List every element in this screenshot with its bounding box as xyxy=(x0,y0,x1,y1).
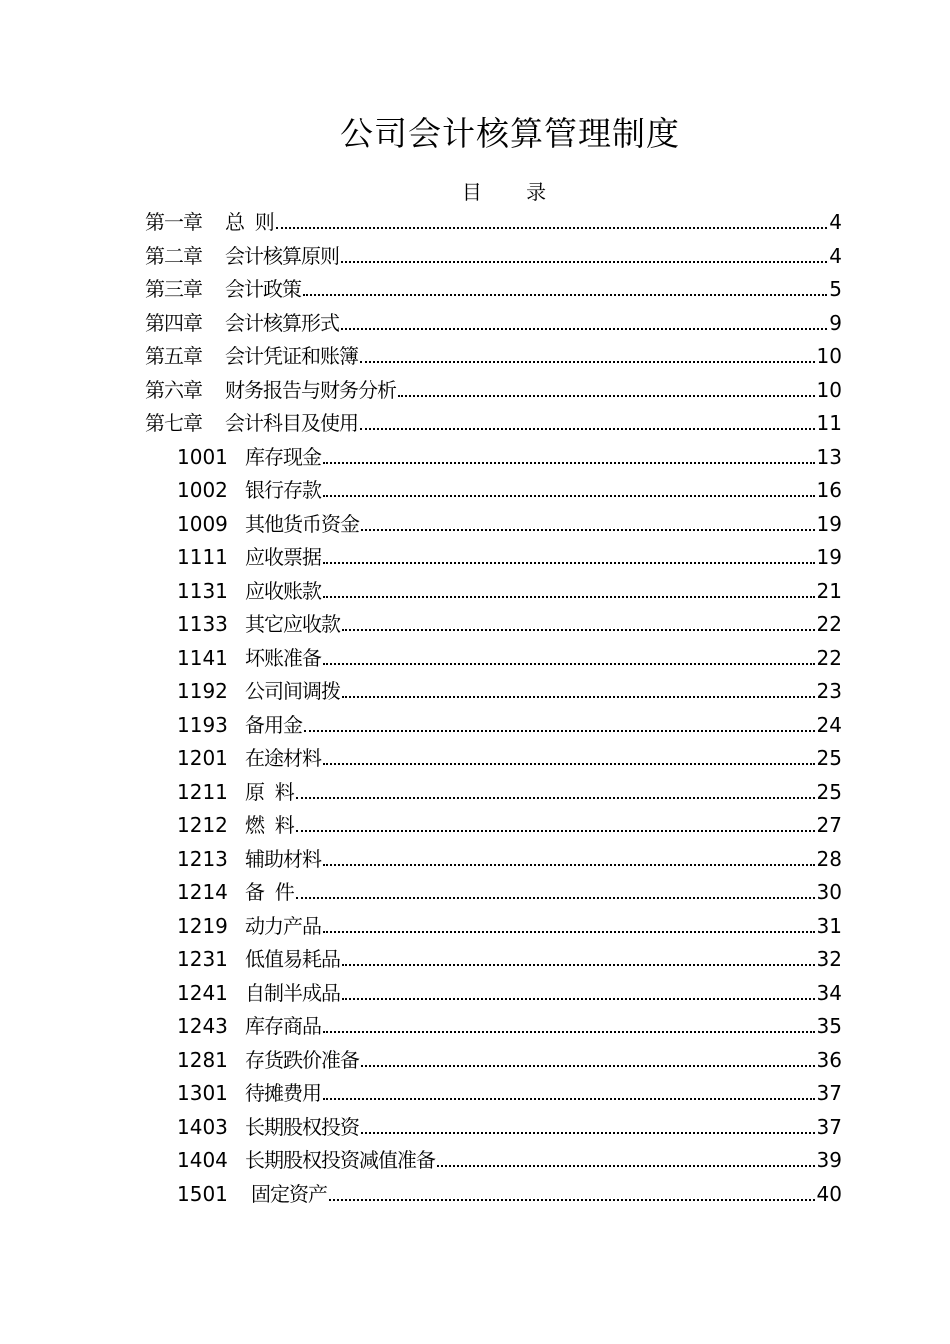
account-code: 1281 xyxy=(177,1047,228,1072)
toc-entry-account-1501[interactable] xyxy=(177,1174,842,1206)
dot-leader xyxy=(360,428,815,430)
dot-leader xyxy=(296,797,815,799)
account-name: 库存商品 xyxy=(245,1014,321,1038)
account-code: 1141 xyxy=(177,645,228,670)
page-number: 5 xyxy=(829,277,842,301)
chapter-title: 会计科目及使用 xyxy=(225,411,358,435)
account-name: 低值易耗品 xyxy=(245,947,340,971)
toc-entry-account-1192[interactable] xyxy=(177,671,842,703)
page-number: 23 xyxy=(816,679,842,703)
dot-leader xyxy=(323,562,815,564)
toc-entry-account-1141[interactable] xyxy=(177,638,842,670)
account-name: 长期股权投资 xyxy=(245,1114,359,1139)
account-code: 1231 xyxy=(177,947,228,971)
dot-leader xyxy=(361,1065,815,1067)
page-number: 32 xyxy=(816,947,842,971)
dot-leader xyxy=(341,261,827,263)
dot-leader xyxy=(342,998,815,1000)
toc-entry-account-1241[interactable] xyxy=(177,973,842,1005)
dot-leader xyxy=(323,495,815,497)
account-name: 银行存款 xyxy=(245,478,321,502)
toc-entry-account-1009[interactable] xyxy=(177,504,842,536)
page-number: 19 xyxy=(816,511,842,536)
dot-leader xyxy=(296,897,815,899)
account-code: 1403 xyxy=(177,1114,228,1139)
dot-leader xyxy=(342,696,815,698)
chapter-title: 总 则 xyxy=(225,210,274,234)
dot-leader xyxy=(342,964,815,966)
chapter-title: 财务报告与财务分析 xyxy=(225,377,396,402)
toc-entry-account-1212[interactable] xyxy=(177,805,842,837)
dot-leader xyxy=(341,328,827,330)
chapter-number: 第七章 xyxy=(145,411,202,435)
account-code: 1009 xyxy=(177,511,228,536)
dot-leader xyxy=(360,361,815,363)
account-name: 库存现金 xyxy=(245,444,321,469)
account-code: 1131 xyxy=(177,578,228,603)
account-code: 1212 xyxy=(177,813,228,837)
dot-leader xyxy=(361,1132,815,1134)
toc-entry-account-1211[interactable] xyxy=(177,772,842,804)
chapter-number: 第三章 xyxy=(145,277,202,301)
dot-leader xyxy=(304,730,815,732)
dot-leader xyxy=(323,663,815,665)
toc-entry-chapter-7[interactable] xyxy=(145,403,842,435)
document-title: 公司会计核算管理制度 xyxy=(340,114,680,153)
toc-entry-account-1213[interactable] xyxy=(177,839,842,871)
account-code: 1001 xyxy=(177,444,228,469)
dot-leader xyxy=(342,629,815,631)
page-number: 28 xyxy=(816,846,842,871)
dot-leader xyxy=(329,1199,815,1201)
dot-leader xyxy=(323,1098,815,1100)
page-number: 36 xyxy=(816,1047,842,1072)
account-code: 1213 xyxy=(177,846,228,871)
dot-leader xyxy=(276,227,828,229)
account-name: 公司间调拨 xyxy=(245,679,340,703)
page-number: 13 xyxy=(816,444,842,469)
account-name: 备用金 xyxy=(245,712,302,737)
toc-entry-account-1111[interactable] xyxy=(177,537,842,569)
account-code: 1201 xyxy=(177,746,228,770)
chapter-number: 第五章 xyxy=(145,344,202,368)
toc-heading: 目 录 xyxy=(461,180,547,204)
dot-leader xyxy=(323,864,815,866)
toc-entry-account-1193[interactable] xyxy=(177,705,842,737)
toc-entry-chapter-2[interactable] xyxy=(145,236,842,268)
chapter-title: 会计核算形式 xyxy=(225,310,339,335)
dot-leader xyxy=(296,830,815,832)
chapter-number: 第二章 xyxy=(145,243,202,268)
account-name: 在途材料 xyxy=(245,746,321,770)
account-name: 其他货币资金 xyxy=(245,511,359,536)
account-name: 应收票据 xyxy=(245,545,321,569)
page-number: 25 xyxy=(816,746,842,770)
dot-leader xyxy=(323,931,815,933)
page-number: 40 xyxy=(816,1181,842,1206)
toc-entry-account-1243[interactable] xyxy=(177,1006,842,1038)
toc-entry-account-1281[interactable] xyxy=(177,1040,842,1072)
toc-entry-chapter-3[interactable] xyxy=(145,269,842,301)
account-code: 1241 xyxy=(177,980,228,1005)
account-name: 坏账准备 xyxy=(245,645,321,670)
account-name: 应收账款 xyxy=(245,578,321,603)
page-number: 4 xyxy=(829,210,842,234)
toc-entry-account-1404[interactable] xyxy=(177,1140,842,1172)
toc-entry-account-1301[interactable] xyxy=(177,1073,842,1105)
page-number: 25 xyxy=(816,779,842,804)
page-number: 27 xyxy=(816,813,842,837)
dot-leader xyxy=(361,529,815,531)
dot-leader xyxy=(303,294,827,296)
toc-entry-account-1002[interactable] xyxy=(177,470,842,502)
toc-entry-account-1403[interactable] xyxy=(177,1107,842,1139)
dot-leader xyxy=(323,763,815,765)
dot-leader xyxy=(437,1165,815,1167)
dot-leader xyxy=(323,462,815,464)
chapter-number: 第四章 xyxy=(145,310,202,335)
toc-entry-account-1219[interactable] xyxy=(177,906,842,938)
page-number: 30 xyxy=(816,880,842,904)
account-name: 动力产品 xyxy=(245,913,321,938)
account-code: 1193 xyxy=(177,712,228,737)
page-number: 24 xyxy=(816,712,842,737)
toc-entry-account-1133[interactable] xyxy=(177,604,842,636)
account-code: 1211 xyxy=(177,779,228,804)
page-number: 16 xyxy=(816,478,842,502)
dot-leader xyxy=(323,596,815,598)
account-code: 1214 xyxy=(177,880,228,904)
account-name: 长期股权投资减值准备 xyxy=(245,1148,435,1172)
account-name: 其它应收款 xyxy=(245,612,340,636)
toc-entry-account-1231[interactable] xyxy=(177,939,842,971)
toc-entry-chapter-6[interactable] xyxy=(145,370,842,402)
account-code: 1111 xyxy=(177,545,228,569)
account-name: 自制半成品 xyxy=(245,980,340,1005)
account-code: 1133 xyxy=(177,612,228,636)
page-number: 19 xyxy=(816,545,842,569)
chapter-title: 会计凭证和账簿 xyxy=(225,344,358,368)
account-code: 1243 xyxy=(177,1014,228,1038)
account-name: 辅助材料 xyxy=(245,846,321,871)
account-code: 1404 xyxy=(177,1148,228,1172)
dot-leader xyxy=(323,1031,815,1033)
toc-entry-chapter-1[interactable] xyxy=(145,202,842,234)
toc-entry-account-1131[interactable] xyxy=(177,571,842,603)
page-number: 39 xyxy=(816,1148,842,1172)
page-number: 34 xyxy=(816,980,842,1005)
account-code: 1301 xyxy=(177,1081,228,1105)
toc-entry-account-1214[interactable] xyxy=(177,872,842,904)
account-name: 存货跌价准备 xyxy=(245,1047,359,1072)
page-number: 37 xyxy=(816,1081,842,1105)
page-number: 10 xyxy=(816,344,842,368)
page-number: 9 xyxy=(829,310,842,335)
account-name: 原 料 xyxy=(245,779,294,804)
account-code: 1219 xyxy=(177,913,228,938)
page-number: 11 xyxy=(816,411,842,435)
chapter-title: 会计核算原则 xyxy=(225,243,339,268)
account-code: 1501 xyxy=(177,1181,228,1206)
toc-entry-account-1201[interactable] xyxy=(177,738,842,770)
account-name: 备 件 xyxy=(245,880,294,904)
account-code: 1192 xyxy=(177,679,228,703)
toc-entry-chapter-4[interactable] xyxy=(145,303,842,335)
page-number: 21 xyxy=(816,578,842,603)
page-number: 22 xyxy=(816,612,842,636)
toc-entry-chapter-5[interactable] xyxy=(145,336,842,368)
page-number: 35 xyxy=(816,1014,842,1038)
account-name: 燃 料 xyxy=(245,813,294,837)
toc-entry-account-1001[interactable] xyxy=(177,437,842,469)
page-number: 10 xyxy=(816,377,842,402)
dot-leader xyxy=(398,395,815,397)
chapter-number: 第六章 xyxy=(145,377,202,402)
chapter-number: 第一章 xyxy=(145,210,202,234)
page-number: 22 xyxy=(816,645,842,670)
page-number: 37 xyxy=(816,1114,842,1139)
chapter-title: 会计政策 xyxy=(225,277,301,301)
account-name: 固定资产 xyxy=(251,1181,327,1206)
page-number: 31 xyxy=(816,913,842,938)
page-number: 4 xyxy=(829,243,842,268)
account-name: 待摊费用 xyxy=(245,1081,321,1105)
account-code: 1002 xyxy=(177,478,228,502)
